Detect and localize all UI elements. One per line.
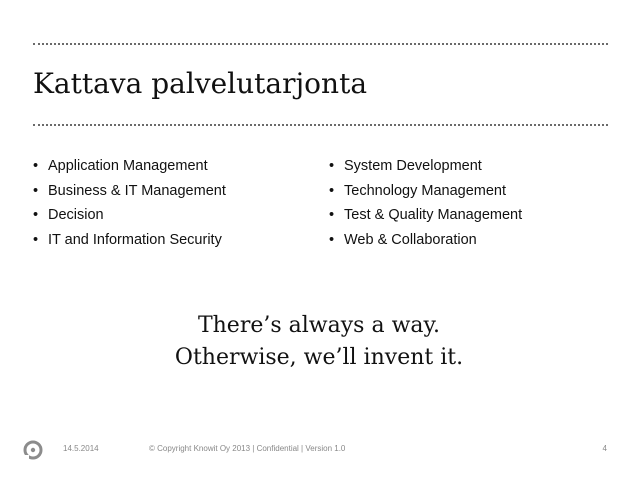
page-number: 4 (602, 444, 607, 453)
list-item-label: Business & IT Management (48, 182, 226, 199)
bullet-icon: • (33, 231, 39, 248)
title-dotted-divider (33, 124, 608, 126)
slogan-line: There’s always a way. (197, 313, 441, 338)
top-dotted-divider (33, 43, 608, 45)
list-item-label: IT and Information Security (48, 231, 222, 248)
list-item (329, 203, 522, 228)
list-item (33, 228, 226, 253)
knowit-logo-icon (22, 439, 44, 461)
list-item (329, 228, 522, 253)
list-item (329, 154, 522, 179)
bullet-icon: • (33, 158, 39, 174)
bullet-icon: • (33, 182, 39, 199)
bullet-icon: • (329, 158, 335, 174)
footer-date: 14.5.2014 (63, 444, 99, 453)
slide-title: Kattava palvelutarjonta (33, 67, 368, 100)
list-item-label: Web & Collaboration (344, 231, 477, 248)
list-item (33, 203, 226, 228)
list-item-label: Test & Quality Management (344, 207, 523, 223)
bullet-icon: • (33, 207, 39, 223)
bullet-icon: • (329, 182, 335, 199)
list-item-label: System Development (344, 158, 482, 174)
service-list-left (33, 154, 226, 252)
service-list-right (329, 154, 522, 252)
list-item (329, 179, 522, 204)
list-item-label: Decision (48, 207, 104, 223)
slogan (0, 310, 638, 374)
footer-copyright: © Copyright Knowit Oy 2013 | Confidential | Version 1.0 (149, 444, 346, 453)
slogan-line: Otherwise, we’ll invent it. (174, 345, 464, 370)
list-item (33, 179, 226, 204)
list-item (33, 154, 226, 179)
list-item-label: Application Management (48, 158, 208, 174)
bullet-icon: • (329, 231, 335, 248)
list-item-label: Technology Management (344, 182, 507, 199)
bullet-icon: • (329, 207, 335, 223)
